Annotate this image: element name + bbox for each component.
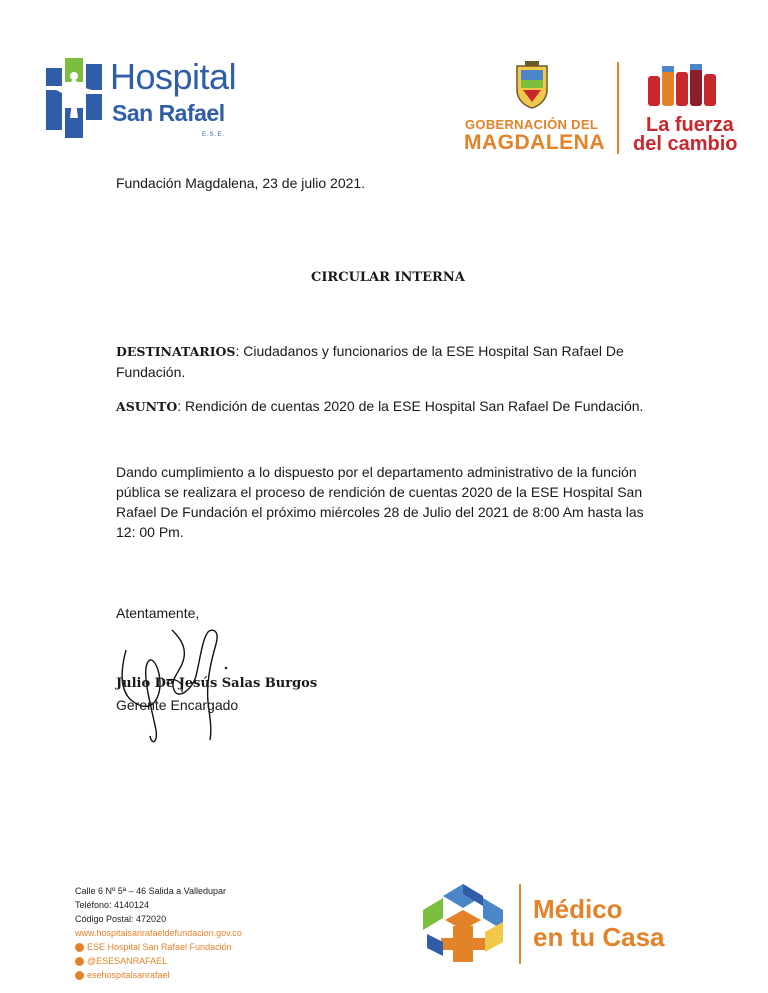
subject-text: : Rendición de cuentas 2020 de la ESE Hospital San Rafael De Fundación. xyxy=(177,398,644,414)
header-divider xyxy=(617,62,619,154)
footer-contact xyxy=(75,884,242,982)
footer-facebook-text: ESE Hospital San Rafael Fundación xyxy=(87,942,232,952)
footer-instagram-text: esehospitalsanrafael xyxy=(87,970,170,980)
medico-en-tu-casa-logo-icon xyxy=(423,876,518,966)
facebook-icon xyxy=(75,943,84,952)
campaign-divider xyxy=(519,884,521,964)
footer-twitter-text: @ESESANRAFAEL xyxy=(87,956,168,966)
recipients-paragraph xyxy=(116,341,661,382)
recipients-text: : Ciudadanos y funcionarios de la ESE Hospital San Rafael De Fundación. xyxy=(116,343,624,380)
instagram-icon xyxy=(75,971,84,980)
footer-website-link[interactable]: www.hospitalsanrafaeldefundacion.gov.co xyxy=(75,928,242,938)
letter-date: Fundación Magdalena, 23 de julio 2021. xyxy=(116,175,366,191)
footer-instagram[interactable] xyxy=(75,968,242,982)
footer-phone: Teléfono: 4140124 xyxy=(75,900,150,910)
twitter-icon xyxy=(75,957,84,966)
recipients-label: DESTINATARIOS xyxy=(116,344,236,359)
magdalena-shield-icon xyxy=(513,60,551,110)
hospital-suffix: E.S.E. xyxy=(202,132,226,138)
signer-title: Gerente Encargado xyxy=(116,697,239,713)
signer-name: Julio De Jesús Salas Burgos xyxy=(116,676,318,691)
gobernacion-line1: GOBERNACIÓN DEL xyxy=(465,117,599,132)
footer-facebook[interactable] xyxy=(75,940,242,954)
footer-postal: Código Postal: 472020 xyxy=(75,914,167,924)
hospital-name-line2: San Rafael xyxy=(112,100,225,126)
footer-twitter[interactable] xyxy=(75,954,242,968)
slogan-line1: La fuerza xyxy=(646,114,734,136)
campaign-line1: Médico xyxy=(533,894,623,924)
subject-label: ASUNTO xyxy=(116,399,178,414)
footer-address: Calle 6 Nº 5ª – 46 Salida a Valledupar xyxy=(75,886,227,896)
subject-paragraph xyxy=(116,396,661,417)
gobernacion-line2: MAGDALENA xyxy=(464,131,605,154)
campaign-line2: en tu Casa xyxy=(533,922,665,952)
letter-body: Dando cumplimiento a lo dispuesto por el departamento administrativo de la función pública se realizara el proceso de rendición de cuentas 2020 de la ESE Hospital San Rafael De Fundación el próximo miércoles 28 de Julio del 2021 de 8:00 Am hasta las 12: 00 Pm. xyxy=(116,464,644,540)
slogan-line2: del cambio xyxy=(633,133,738,155)
raised-fists-icon xyxy=(638,62,730,110)
letter-closing: Atentamente, xyxy=(116,605,200,621)
letter-title: CIRCULAR INTERNA xyxy=(311,270,465,285)
hospital-name-line1: Hospital xyxy=(110,56,237,97)
